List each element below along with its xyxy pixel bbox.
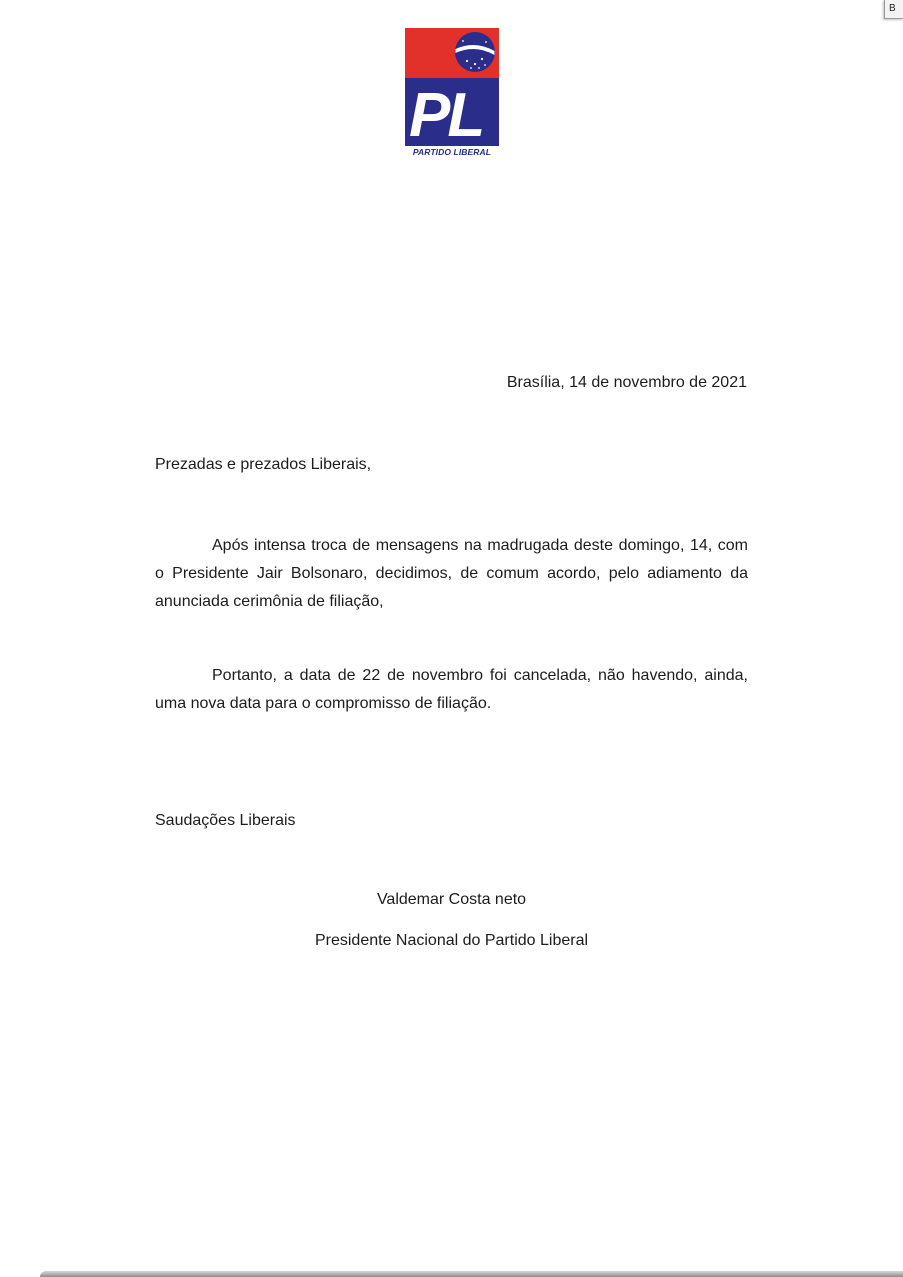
closing: Saudações Liberais — [155, 812, 296, 829]
party-logo-mark — [405, 28, 499, 146]
greeting: Prezadas e prezados Liberais, — [155, 456, 372, 473]
party-logo — [405, 28, 499, 160]
corner-tab[interactable] — [884, 0, 903, 19]
corner-tab-label: B — [889, 3, 896, 14]
signer-title: Presidente Nacional do Partido Liberal — [314, 932, 589, 949]
signer-name: Valdemar Costa neto — [376, 891, 527, 908]
date-line: Brasília, 14 de novembro de 2021 — [506, 374, 747, 391]
logo-letters: PL — [409, 81, 483, 146]
paragraph-1: Após intensa troca de mensagens na madrugada deste domingo, 14, com o Presidente Jair Bolsonaro, decidimos, de comum acordo, pelo adiamento da anunciada cerimônia de filiação, — [155, 537, 748, 610]
paragraph-2: Portanto, a data de 22 de novembro foi cancelada, não havendo, ainda, uma nova data para o compromisso de filiação. — [155, 667, 748, 712]
logo-caption: PARTIDO LIBERAL — [412, 147, 492, 157]
bottom-scrollbar[interactable] — [40, 1271, 903, 1277]
globe-icon — [455, 32, 495, 72]
